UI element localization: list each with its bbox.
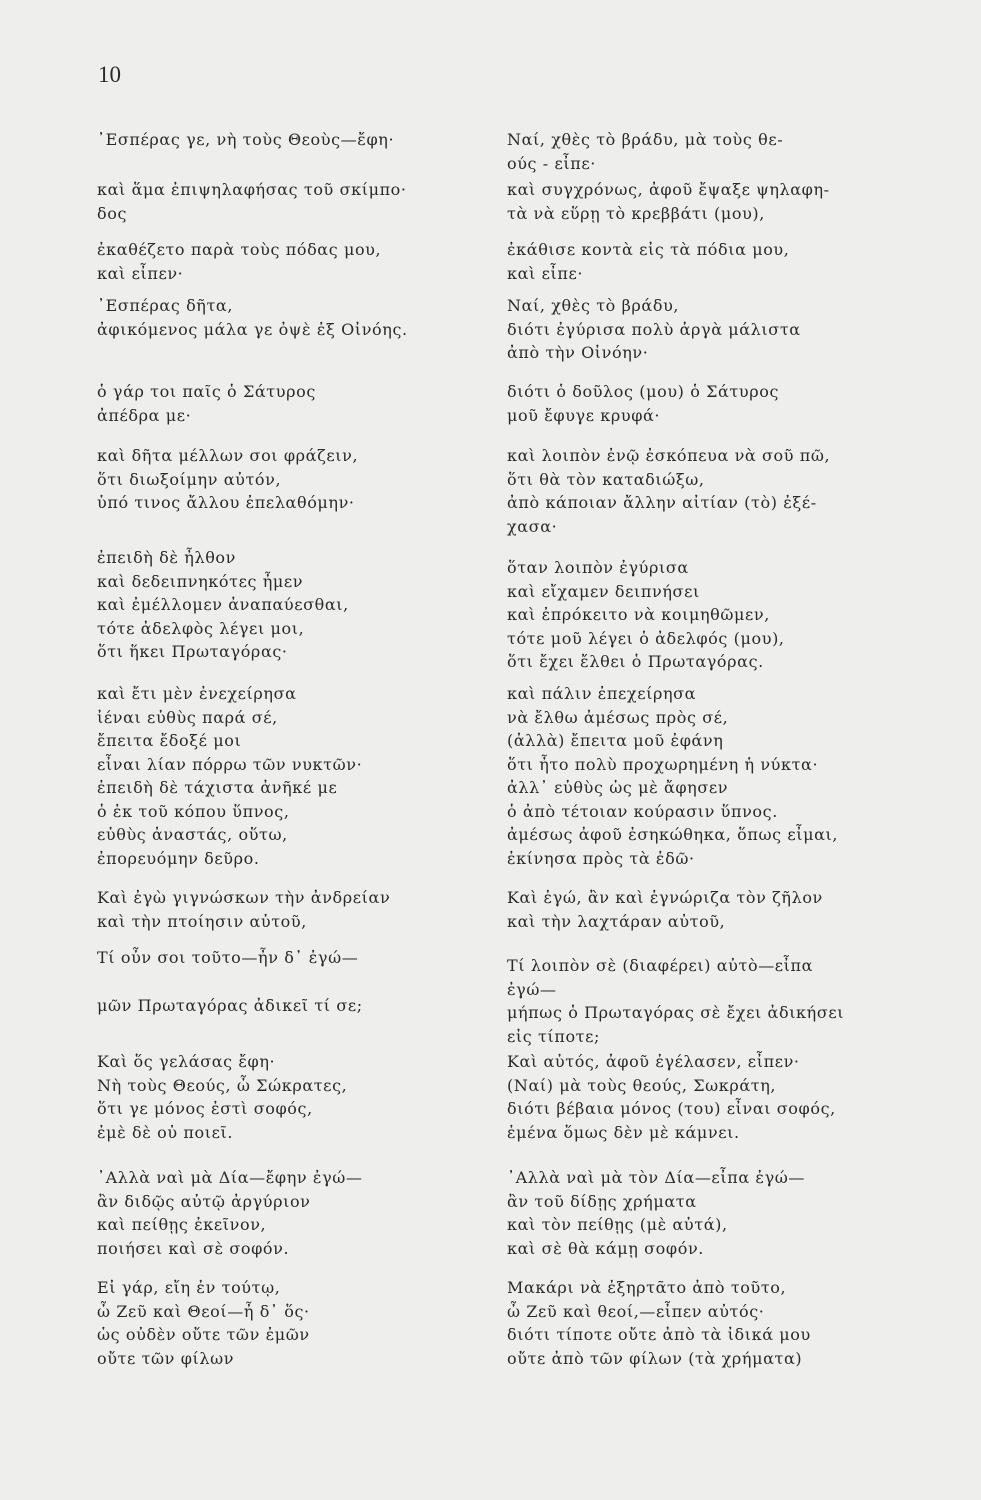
text-line: ἐπειδὴ δὲ ἦλθον bbox=[97, 548, 236, 567]
text-line: (Ναί) μὰ τοὺς θεούς, Σωκράτη, bbox=[507, 1075, 777, 1095]
stanza bbox=[97, 946, 358, 970]
stanza bbox=[507, 1166, 805, 1260]
text-line: ἂν τοῦ δίδῃς χρήματα bbox=[507, 1191, 697, 1211]
text-line: καὶ εἶπεν· bbox=[97, 263, 184, 283]
stanza bbox=[97, 380, 316, 427]
stanza bbox=[97, 238, 381, 285]
text-line: ὁ ἐκ τοῦ κόπου ὕπνος, bbox=[97, 801, 290, 821]
text-line: Καὶ αὐτός, ἀφοῦ ἐγέλασεν, εἶπεν· bbox=[507, 1052, 800, 1071]
text-line: ἔπειτα ἔδοξέ μοι bbox=[97, 731, 242, 750]
text-line: Εἰ γάρ, εἴη ἐν τούτῳ, bbox=[97, 1278, 281, 1297]
stanza bbox=[507, 954, 844, 1048]
text-line: ὅταν λοιπὸν ἐγύρισα bbox=[507, 558, 689, 577]
text-line: Καὶ ἐγώ, ἂν καὶ ἐγνώριζα τὸν ζῆλον bbox=[507, 888, 823, 907]
text-line: μῶν Πρωταγόρας ἀδικεῖ τί σε; bbox=[97, 996, 363, 1015]
text-line: Καὶ ἐγὼ γιγνώσκων τὴν ἀνδρείαν bbox=[97, 888, 391, 907]
text-line: ᾿Εσπέρας γε, νὴ τοὺς Θεοὺς—ἔφη· bbox=[97, 130, 395, 149]
text-line: ἀλλ᾿ εὐθὺς ὡς μὲ ἄφησεν bbox=[507, 778, 729, 797]
text-line: ποιήσει καὶ σὲ σοφόν. bbox=[97, 1238, 290, 1258]
text-line: Καὶ ὅς γελάσας ἔφη· bbox=[97, 1052, 276, 1071]
stanza bbox=[97, 994, 363, 1018]
text-line: ἐκίνησα πρὸς τὰ ἐδῶ· bbox=[507, 848, 695, 868]
stanza bbox=[97, 682, 362, 870]
text-line: καὶ τὴν πτοίησιν αὐτοῦ, bbox=[97, 911, 307, 931]
stanza bbox=[97, 1166, 363, 1260]
text-line: δος bbox=[97, 203, 128, 223]
text-line: τότε μοῦ λέγει ὁ ἀδελφός (μου), bbox=[507, 628, 785, 648]
text-line: καὶ συγχρόνως, ἀφοῦ ἔψαξε ψηλαφη- bbox=[507, 180, 830, 199]
stanza bbox=[507, 380, 779, 427]
text-line: ὁ γάρ τοι παῖς ὁ Σάτυρος bbox=[97, 382, 316, 401]
text-line: ὅτι ἔχει ἔλθει ὁ Πρωταγόρας. bbox=[507, 652, 764, 671]
text-line: Τί λοιπὸν σὲ (διαφέρει) αὐτὸ—εἶπα bbox=[507, 956, 814, 975]
text-line: καὶ εἶπε· bbox=[507, 263, 584, 283]
stanza bbox=[97, 1276, 310, 1370]
text-line: καὶ πάλιν ἐπεχείρησα bbox=[507, 684, 697, 703]
text-line: εὐθὺς ἀναστάς, οὕτω, bbox=[97, 825, 288, 844]
text-line: καὶ ἐπρόκειτο νὰ κοιμηθῶμεν, bbox=[507, 605, 770, 624]
text-line: διότι ἐγύρισα πολὺ ἀργὰ μάλιστα bbox=[507, 319, 801, 339]
text-line: Ναί, χθὲς τὸ βράδυ, bbox=[507, 296, 680, 315]
text-line: ἐκαθέζετο παρὰ τοὺς πόδας μου, bbox=[97, 240, 382, 259]
text-line: εἰς τίποτε; bbox=[507, 1026, 601, 1046]
text-line: καὶ τὴν λαχτάραν αὐτοῦ, bbox=[507, 911, 726, 931]
text-line: (ἀλλὰ) ἔπειτα μοῦ ἐφάνη bbox=[507, 731, 724, 750]
text-line: ὅτι ἦτο πολὺ προχωρημένη ἡ νύκτα· bbox=[507, 754, 819, 774]
stanza bbox=[97, 294, 408, 341]
text-line: καὶ ἅμα ἐπιψηλαφήσας τοῦ σκίμπο· bbox=[97, 180, 407, 199]
text-line: ὅτι γε μόνος ἐστὶ σοφός, bbox=[97, 1099, 313, 1118]
stanza bbox=[97, 546, 349, 664]
text-line: διότι ὁ δοῦλος (μου) ὁ Σάτυρος bbox=[507, 382, 780, 401]
text-line: οὔτε τῶν φίλων bbox=[97, 1348, 235, 1368]
text-line: ἐμὲ δὲ οὐ ποιεῖ. bbox=[97, 1122, 234, 1142]
stanza bbox=[97, 886, 390, 933]
text-line: μοῦ ἔφυγε κρυφά· bbox=[507, 405, 661, 425]
text-line: ἐγώ— bbox=[507, 979, 557, 999]
text-line: ἀμέσως ἀφοῦ ἐσηκώθηκα, ὅπως εἶμαι, bbox=[507, 825, 839, 844]
text-line: διότι βέβαια μόνος (του) εἶναι σοφός, bbox=[507, 1099, 836, 1118]
text-line: ᾿Εσπέρας δῆτα, bbox=[97, 296, 234, 315]
text-line: καὶ εἴχαμεν δειπνήσει bbox=[507, 581, 700, 601]
text-line: ἐμένα ὅμως δὲν μὲ κάμνει. bbox=[507, 1122, 740, 1142]
text-line: καὶ λοιπὸν ἐνῷ ἐσκόπευα νὰ σοῦ πῶ, bbox=[507, 446, 831, 465]
text-line: τότε ἀδελφὸς λέγει μοι, bbox=[97, 618, 305, 638]
text-line: ἀπὸ κάποιαν ἄλλην αἰτίαν (τὸ) ἐξέ- bbox=[507, 493, 817, 512]
text-line: ἂν διδῷς αὐτῷ ἀργύριον bbox=[97, 1191, 311, 1211]
text-line: εἶναι λίαν πόρρω τῶν νυκτῶν· bbox=[97, 754, 363, 774]
text-line: χασα· bbox=[507, 516, 558, 536]
text-line: ἐκάθισε κοντὰ εἰς τὰ πόδια μου, bbox=[507, 240, 790, 259]
text-line: ούς - εἶπε· bbox=[507, 153, 596, 173]
stanza bbox=[507, 128, 783, 175]
stanza bbox=[507, 294, 801, 365]
stanza bbox=[97, 444, 358, 515]
text-line: Τί οὖν σοι τοῦτο—ἦν δ᾿ ἐγώ— bbox=[97, 948, 359, 967]
text-line: ὅτι ἥκει Πρωταγόρας· bbox=[97, 642, 288, 661]
text-line: καὶ σὲ θὰ κάμῃ σοφόν. bbox=[507, 1238, 704, 1258]
text-line: Νὴ τοὺς Θεούς, ὦ Σώκρατες, bbox=[97, 1075, 348, 1095]
text-line: ἀφικόμενος μάλα γε ὀψὲ ἐξ Οἰνόης. bbox=[97, 319, 408, 339]
page-number: 10 bbox=[98, 62, 121, 87]
text-line: ὦ Ζεῦ καὶ θεοί,—εἶπεν αὐτός· bbox=[507, 1301, 765, 1321]
text-line: ὦ Ζεῦ καὶ Θεοί—ἦ δ᾿ ὅς· bbox=[97, 1301, 310, 1321]
text-line: διότι τίποτε οὔτε ἀπὸ τὰ ἰδικά μου bbox=[507, 1325, 811, 1344]
text-line: ὡς οὐδὲν οὔτε τῶν ἐμῶν bbox=[97, 1325, 310, 1344]
text-line: Ναί, χθὲς τὸ βράδυ, μὰ τοὺς θε- bbox=[507, 130, 784, 149]
text-line: καὶ ἔτι μὲν ἐνεχείρησα bbox=[97, 684, 297, 703]
text-line: ἰέναι εὐθὺς παρά σέ, bbox=[97, 707, 278, 727]
text-line: ἀπέδρα με· bbox=[97, 405, 192, 425]
text-line: ᾿Αλλὰ ναὶ μὰ Δία—ἔφην ἐγώ— bbox=[97, 1168, 363, 1187]
stanza bbox=[507, 556, 785, 674]
text-line: καὶ πείθῃς ἐκεῖνον, bbox=[97, 1215, 267, 1234]
text-line: ἀπὸ τὴν Οἰνόην· bbox=[507, 343, 649, 362]
stanza bbox=[507, 886, 823, 933]
text-line: τὰ νὰ εὕρῃ τὸ κρεββάτι (μου), bbox=[507, 203, 765, 223]
text-line: καὶ δῆτα μέλλων σοι φράζειν, bbox=[97, 446, 359, 465]
text-line: οὔτε ἀπὸ τῶν φίλων (τὰ χρήματα) bbox=[507, 1348, 803, 1368]
text-line: καὶ ἐμέλλομεν ἀναπαύεσθαι, bbox=[97, 595, 349, 614]
text-line: καὶ τὸν πείθῃς (μὲ αὐτά), bbox=[507, 1215, 728, 1234]
text-line: Μακάρι νὰ ἐξηρτᾶτο ἀπὸ τοῦτο, bbox=[507, 1278, 787, 1297]
text-line: ὅτι θὰ τὸν καταδιώξω, bbox=[507, 469, 705, 489]
stanza bbox=[97, 178, 407, 225]
text-line: ὑπό τινος ἄλλου ἐπελαθόμην· bbox=[97, 493, 355, 512]
stanza bbox=[507, 444, 830, 538]
stanza bbox=[507, 178, 830, 225]
stanza bbox=[507, 238, 789, 285]
text-line: καὶ δεδειπνηκότες ἦμεν bbox=[97, 571, 304, 591]
text-line: ἐπορευόμην δεῦρο. bbox=[97, 848, 260, 868]
stanza bbox=[97, 128, 394, 152]
stanza bbox=[507, 682, 838, 870]
stanza bbox=[97, 1050, 347, 1144]
text-line: ἐπειδὴ δὲ τάχιστα ἀνῆκέ με bbox=[97, 778, 338, 797]
text-line: ὅτι διωξοίμην αὐτόν, bbox=[97, 469, 282, 489]
text-line: νὰ ἔλθω ἀμέσως πρὸς σέ, bbox=[507, 707, 729, 727]
text-line: ὁ ἀπὸ τέτοιαν κούρασιν ὕπνος. bbox=[507, 801, 778, 821]
stanza bbox=[507, 1050, 836, 1144]
stanza bbox=[507, 1276, 811, 1370]
text-line: μήπως ὁ Πρωταγόρας σὲ ἔχει ἀδικήσει bbox=[507, 1003, 845, 1022]
text-line: ᾿Αλλὰ ναὶ μὰ τὸν Δία—εἶπα ἐγώ— bbox=[507, 1168, 805, 1187]
